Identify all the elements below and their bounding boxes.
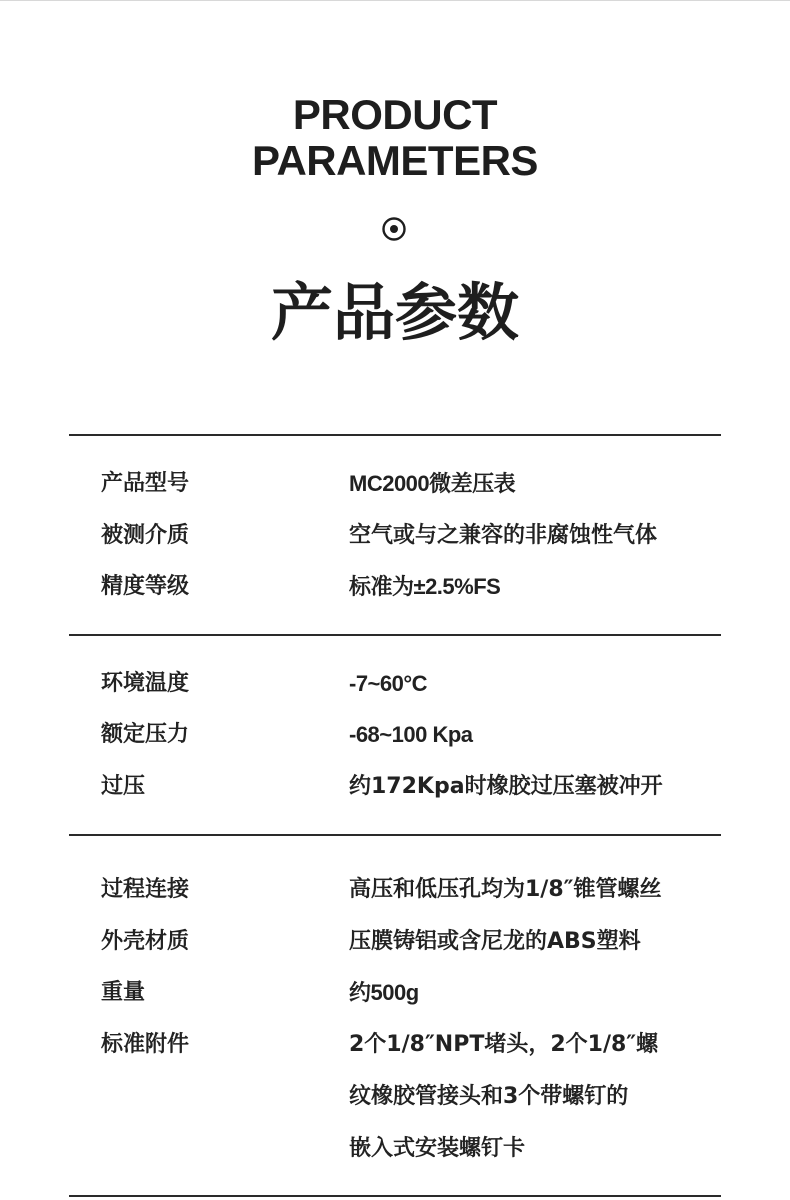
param-row-overpressure (0, 767, 790, 807)
param-value: 空气或与之兼容的非腐蚀性气体 (349, 523, 658, 548)
title-chinese: 产品参数 (270, 276, 519, 349)
param-row-accuracy (0, 567, 790, 607)
param-label: 环境温度 (101, 671, 190, 696)
section-divider (69, 434, 721, 436)
title-english (0, 92, 790, 184)
section-divider (69, 634, 721, 636)
param-label: 过程连接 (101, 877, 190, 902)
param-row-medium (0, 516, 790, 556)
param-value (349, 1019, 679, 1175)
param-value: 约172Kpa时橡胶过压塞被冲开 (349, 774, 663, 799)
param-label: 重量 (101, 980, 146, 1005)
title-english-line-1: PRODUCT (292, 91, 498, 138)
param-row-housing-material (0, 922, 790, 962)
param-value-line: 2个1/8″NPT堵头，2个1/8″螺 (349, 1032, 659, 1057)
param-row-model (0, 464, 790, 504)
section-divider (69, 1195, 721, 1197)
param-row-weight (0, 973, 790, 1013)
param-label: 过压 (101, 774, 146, 799)
param-value: -68~100 Kpa (349, 722, 473, 747)
title-english-line-2: PARAMETERS (252, 137, 538, 184)
param-row-process-connection (0, 870, 790, 910)
section-divider (69, 834, 721, 836)
param-value: 标准为±2.5%FS (349, 574, 501, 599)
param-value: MC2000微差压表 (349, 471, 516, 496)
param-row-rated-pressure (0, 715, 790, 755)
param-value-line: 纹橡胶管接头和3个带螺钉的 (349, 1084, 629, 1109)
param-label: 标准附件 (101, 1032, 190, 1057)
param-label: 产品型号 (101, 471, 190, 496)
param-value: 高压和低压孔均为1/8″锥管螺丝 (349, 877, 662, 902)
top-border (0, 0, 790, 1)
param-label: 精度等级 (101, 574, 190, 599)
param-row-standard-accessories (0, 1025, 790, 1161)
param-value: -7~60°C (349, 671, 428, 696)
param-label: 外壳材质 (101, 929, 190, 954)
param-value-line: 嵌入式安装螺钉卡 (349, 1136, 526, 1161)
target-dot-icon (381, 216, 407, 242)
param-row-ambient-temp (0, 664, 790, 704)
param-label: 额定压力 (101, 722, 190, 747)
param-value: 约500g (349, 980, 419, 1005)
param-value: 压膜铸铝或含尼龙的ABS塑料 (349, 929, 641, 954)
param-label: 被测介质 (101, 523, 190, 548)
